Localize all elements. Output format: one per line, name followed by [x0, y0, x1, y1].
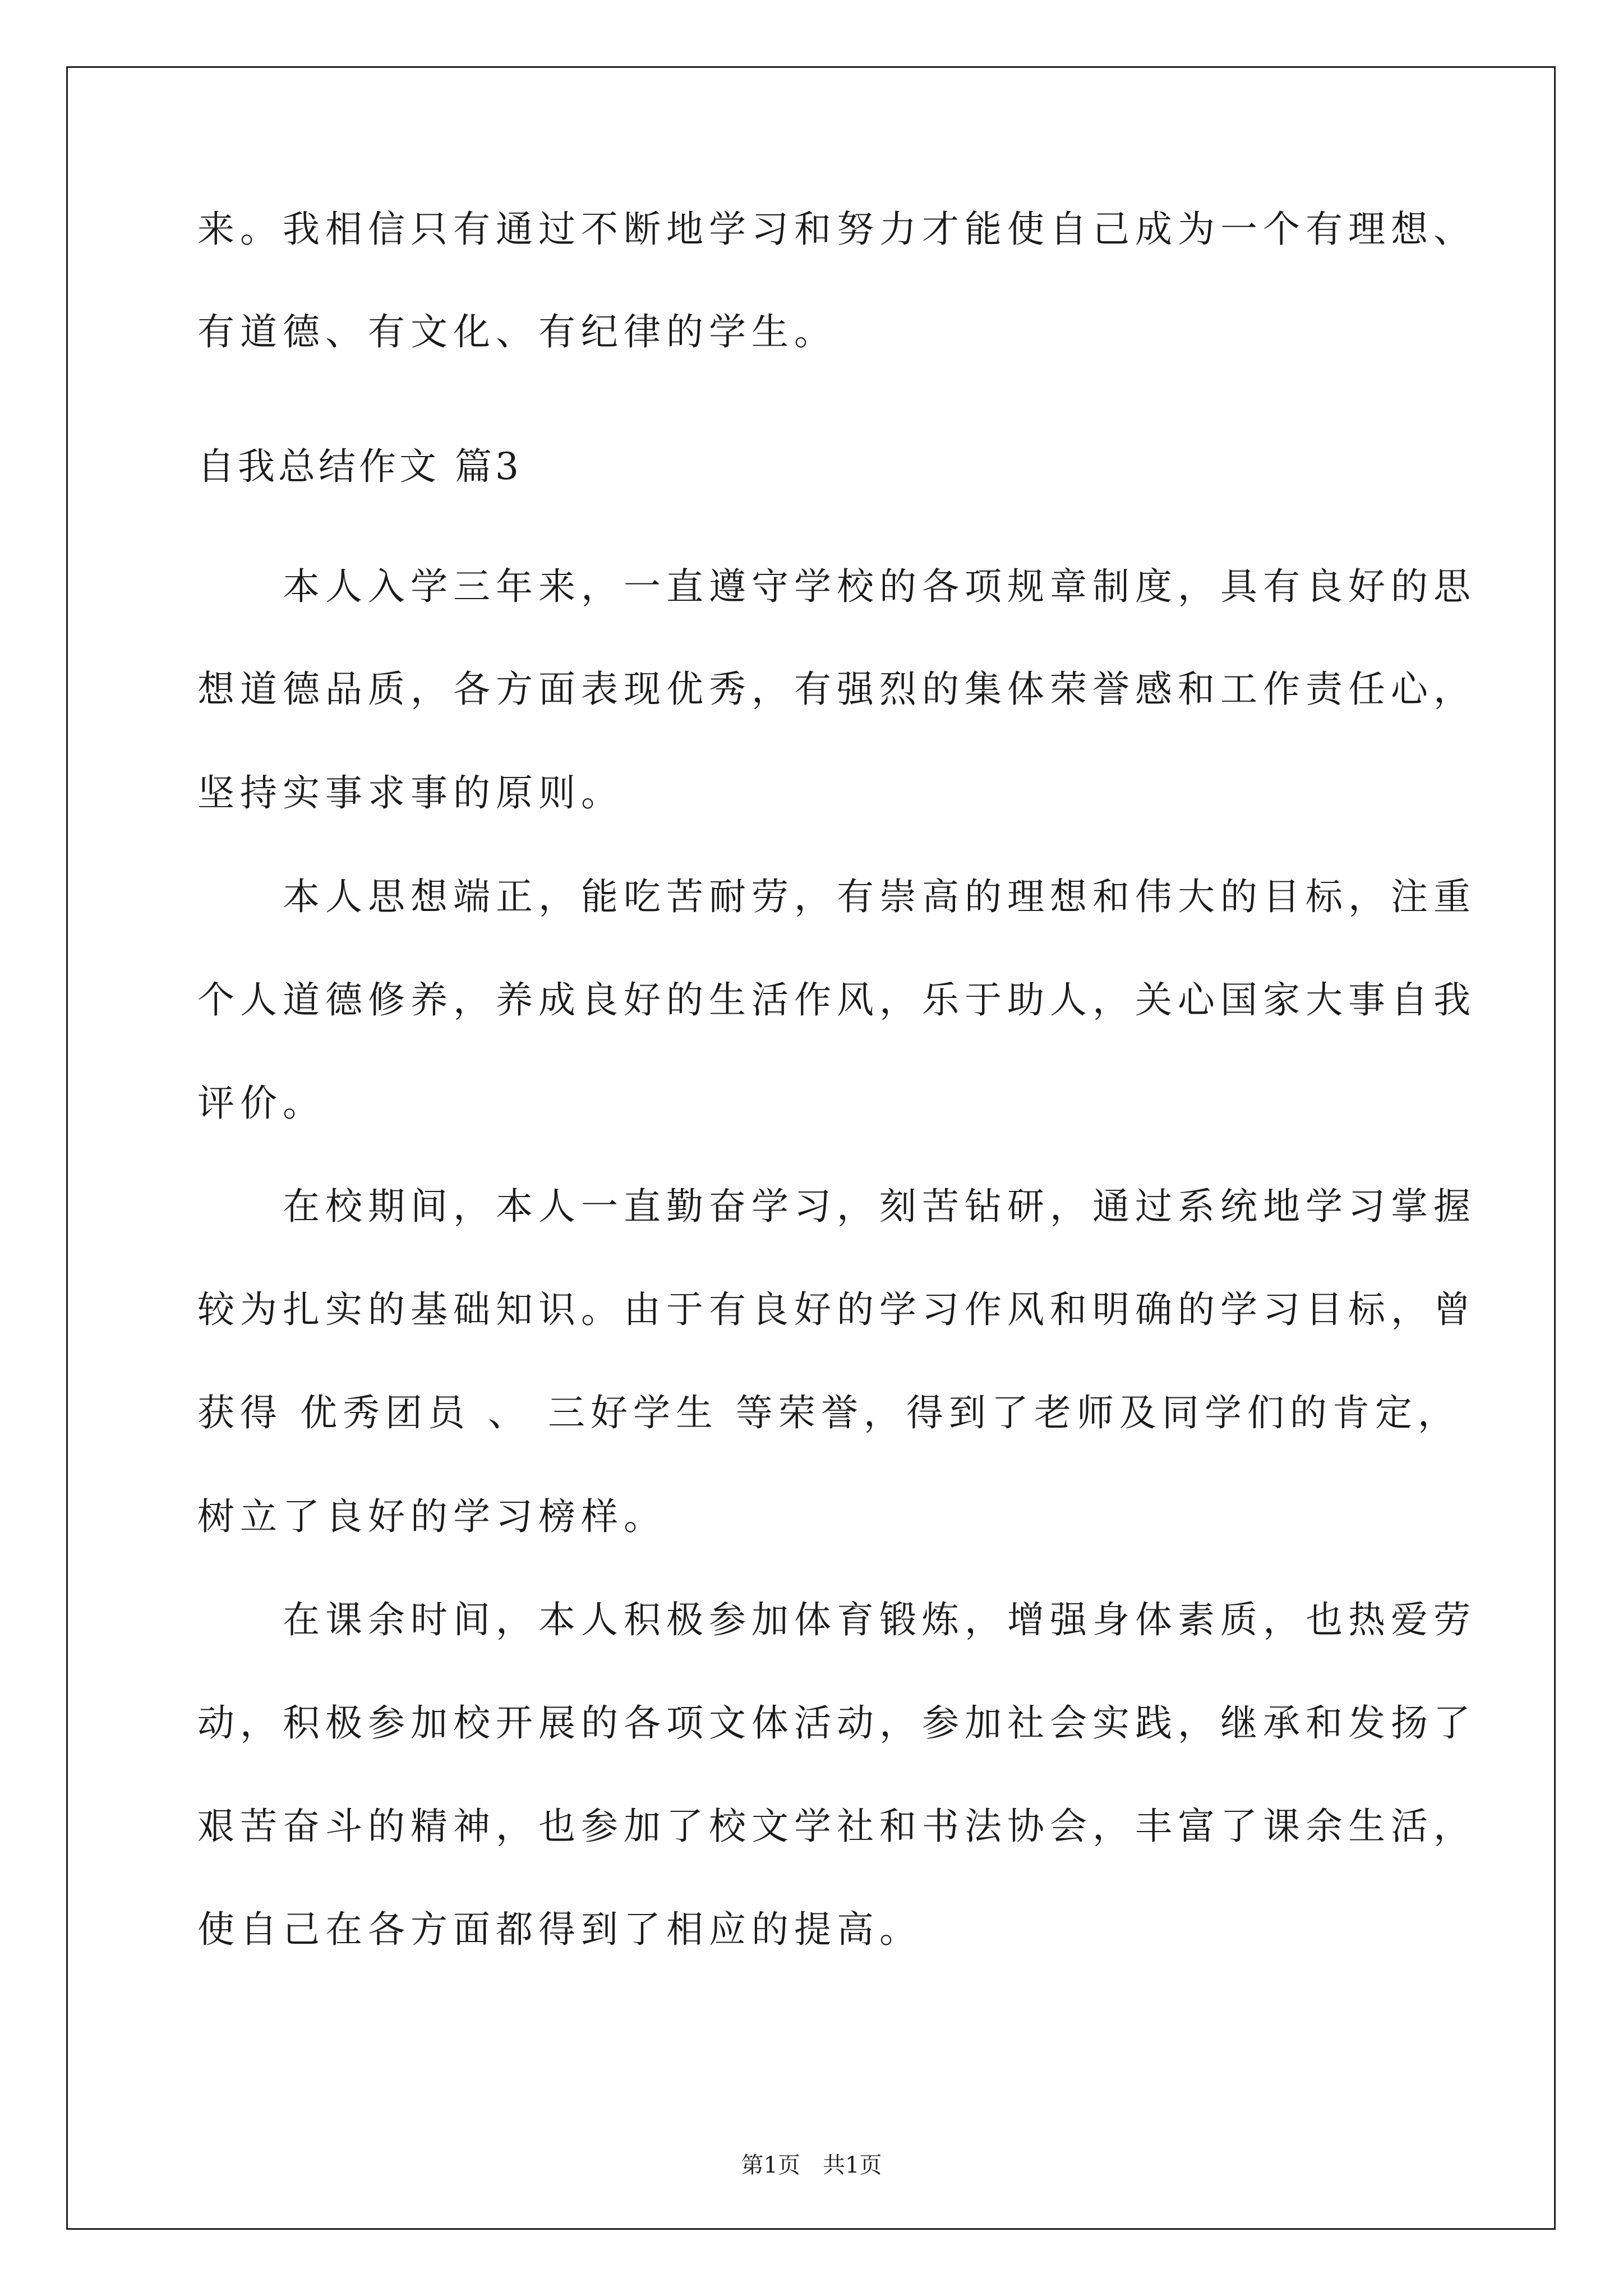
text-line: 个人道德修养，养成良好的生活作风，乐于助人，关心国家大事自我	[197, 978, 1476, 1022]
text-line: 本人入学三年来，一直遵守学校的各项规章制度，具有良好的思	[197, 565, 1476, 608]
text-line: 动，积极参加校开展的各项文体活动，参加社会实践，继承和发扬了	[197, 1701, 1476, 1745]
text-line: 本人思想端正，能吃苦耐劳，有崇高的理想和伟大的目标，注重	[197, 875, 1476, 918]
text-line: 艰苦奋斗的精神，也参加了校文学社和书法协会，丰富了课余生活，	[197, 1805, 1476, 1848]
text-line: 树立了良好的学习榜样。	[197, 1495, 666, 1538]
text-line: 来。我相信只有通过不断地学习和努力才能使自己成为一个有理想、	[197, 208, 1476, 251]
text-line: 在校期间，本人一直勤奋学习，刻苦钻研，通过系统地学习掌握	[197, 1185, 1476, 1228]
text-line: 有道德、有文化、有纪律的学生。	[197, 310, 837, 353]
section-heading: 自我总结作文 篇3	[197, 445, 522, 488]
text-line: 在课余时间，本人积极参加体育锻炼，增强身体素质，也热爱劳	[197, 1598, 1476, 1641]
text-line: 较为扎实的基础知识。由于有良好的学习作风和明确的学习目标，曾	[197, 1288, 1476, 1331]
text-line: 想道德品质，各方面表现优秀，有强烈的集体荣誉感和工作责任心，	[197, 668, 1476, 711]
page-border	[66, 66, 1556, 2230]
page-number: 第1页 共1页	[741, 2152, 882, 2178]
text-line: 使自己在各方面都得到了相应的提高。	[197, 1908, 922, 1951]
text-line: 获得 优秀团员 、 三好学生 等荣誉，得到了老师及同学们的肯定，	[197, 1391, 1460, 1434]
text-line: 坚持实事求事的原则。	[197, 771, 624, 815]
text-line: 评价。	[197, 1082, 325, 1125]
